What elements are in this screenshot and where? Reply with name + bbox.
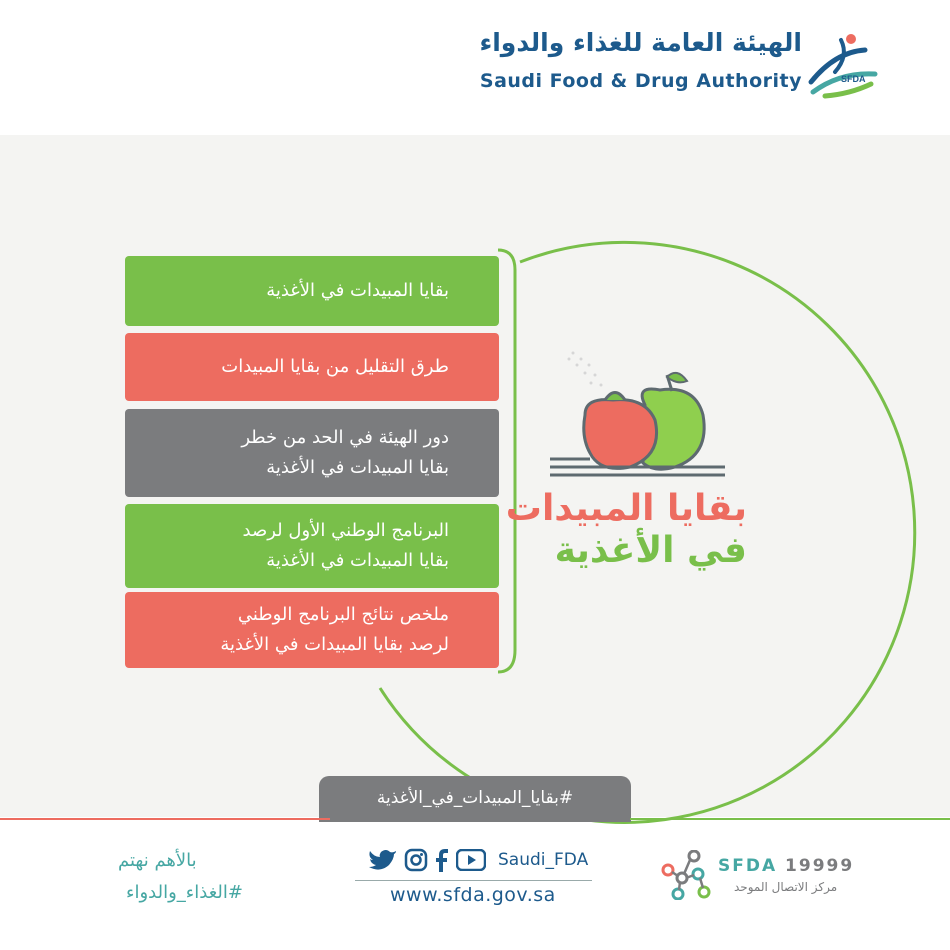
main-title-line1: بقايا المبيدات [505, 488, 747, 529]
slogan-hashtag: #الغذاء_والدواء [126, 882, 243, 903]
social-divider [355, 880, 592, 881]
facebook-icon[interactable] [434, 847, 450, 873]
hotline-number[interactable]: SFDA 19999 [718, 856, 855, 876]
website-link[interactable]: www.sfda.gov.sa [390, 884, 556, 906]
social-links [368, 846, 588, 874]
topic-item-line: بقايا المبيدات في الأغذية [266, 457, 449, 478]
topic-item [125, 504, 499, 588]
fruit-illustration-icon [545, 345, 730, 480]
hashtag-banner: #بقايا_المبيدات_في_الأغذية [319, 776, 631, 822]
topic-item-line: بقايا المبيدات في الأغذية [266, 550, 449, 571]
topic-item-line: بقايا المبيدات في الأغذية [266, 280, 449, 301]
hotline-label: مركز الاتصال الموحد [734, 880, 838, 894]
authority-name-arabic: الهيئة العامة للغذاء والدواء [479, 28, 802, 57]
call-center-icon [660, 850, 712, 900]
footer-divider-green [630, 818, 950, 820]
topic-item [125, 333, 499, 401]
footer-divider-red [0, 818, 330, 820]
topic-item-line: دور الهيئة في الحد من خطر [241, 427, 449, 448]
topic-item [125, 409, 499, 497]
topic-item-line: ملخص نتائج البرنامج الوطني [237, 604, 449, 625]
authority-name-english: Saudi Food & Drug Authority [479, 70, 802, 92]
topic-item [125, 256, 499, 326]
twitter-icon[interactable] [368, 847, 398, 873]
header [0, 0, 950, 135]
topic-item-line: البرنامج الوطني الأول لرصد [242, 520, 449, 541]
social-handle[interactable]: Saudi_FDA [498, 850, 589, 870]
sfda-logo-badge: SFDA [841, 74, 866, 84]
topic-item [125, 592, 499, 668]
instagram-icon[interactable] [404, 848, 428, 872]
slogan-line1: بالأهم نهتم [118, 850, 197, 871]
topic-item-line: لرصد بقايا المبيدات في الأغذية [220, 634, 449, 655]
main-title-line2: في الأغذية [554, 530, 747, 571]
sfda-logo-icon [805, 32, 885, 102]
topic-item-line: طرق التقليل من بقايا المبيدات [221, 356, 449, 377]
youtube-icon[interactable] [456, 849, 486, 871]
